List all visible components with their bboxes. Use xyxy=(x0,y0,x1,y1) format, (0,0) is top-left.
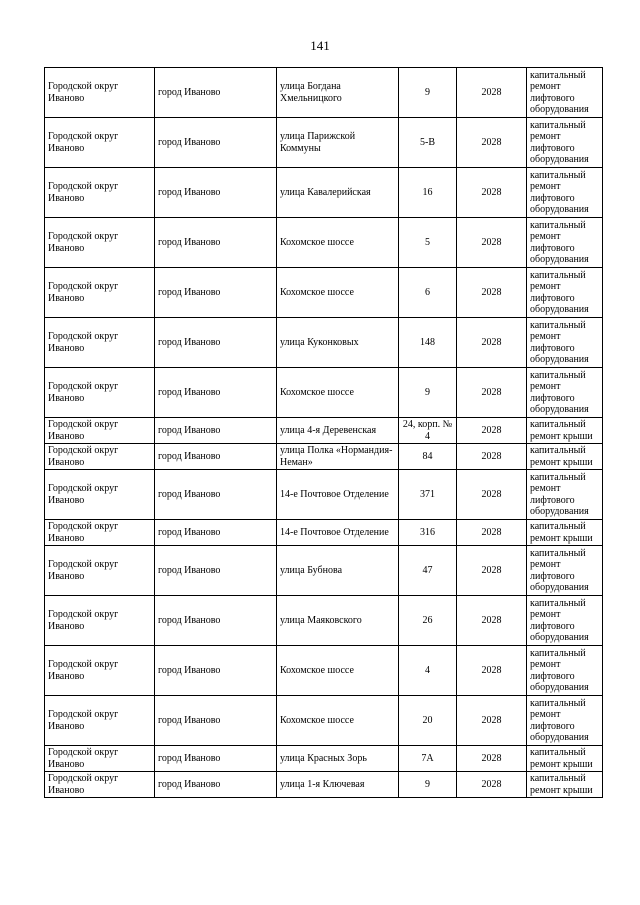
street-cell: 14-е Почтовое Отделение xyxy=(277,470,399,520)
table-row xyxy=(45,268,603,318)
district-cell: Городской округ Иваново xyxy=(45,646,155,696)
work-type-cell: капитальный ремонт лифтового оборудования xyxy=(527,696,603,746)
street-cell: Кохомское шоссе xyxy=(277,218,399,268)
house-number-cell: 5 xyxy=(399,218,457,268)
district-cell: Городской округ Иваново xyxy=(45,520,155,546)
district-cell: Городской округ Иваново xyxy=(45,168,155,218)
house-number-cell: 5-В xyxy=(399,118,457,168)
work-type-cell: капитальный ремонт лифтового оборудования xyxy=(527,470,603,520)
house-number-cell: 9 xyxy=(399,772,457,798)
district-cell: Городской округ Иваново xyxy=(45,218,155,268)
repair-schedule-table xyxy=(44,67,603,798)
city-cell: город Иваново xyxy=(155,68,277,118)
city-cell: город Иваново xyxy=(155,546,277,596)
street-cell: улица Кавалерийская xyxy=(277,168,399,218)
work-type-cell: капитальный ремонт лифтового оборудования xyxy=(527,118,603,168)
work-type-cell: капитальный ремонт крыши xyxy=(527,418,603,444)
district-cell: Городской округ Иваново xyxy=(45,118,155,168)
work-type-cell: капитальный ремонт лифтового оборудования xyxy=(527,546,603,596)
district-cell: Городской округ Иваново xyxy=(45,368,155,418)
table-row xyxy=(45,368,603,418)
city-cell: город Иваново xyxy=(155,696,277,746)
work-type-cell: капитальный ремонт лифтового оборудования xyxy=(527,596,603,646)
house-number-cell: 9 xyxy=(399,368,457,418)
street-cell: улица Богдана Хмельницкого xyxy=(277,68,399,118)
district-cell: Городской округ Иваново xyxy=(45,318,155,368)
year-cell: 2028 xyxy=(457,696,527,746)
table-row xyxy=(45,696,603,746)
house-number-cell: 20 xyxy=(399,696,457,746)
year-cell: 2028 xyxy=(457,418,527,444)
district-cell: Городской округ Иваново xyxy=(45,418,155,444)
table-row xyxy=(45,418,603,444)
house-number-cell: 316 xyxy=(399,520,457,546)
table-body xyxy=(45,68,603,798)
city-cell: город Иваново xyxy=(155,118,277,168)
house-number-cell: 4 xyxy=(399,646,457,696)
table-row xyxy=(45,168,603,218)
house-number-cell: 9 xyxy=(399,68,457,118)
district-cell: Городской округ Иваново xyxy=(45,546,155,596)
year-cell: 2028 xyxy=(457,646,527,696)
work-type-cell: капитальный ремонт крыши xyxy=(527,520,603,546)
house-number-cell: 7А xyxy=(399,746,457,772)
house-number-cell: 6 xyxy=(399,268,457,318)
street-cell: Кохомское шоссе xyxy=(277,696,399,746)
work-type-cell: капитальный ремонт лифтового оборудования xyxy=(527,218,603,268)
street-cell: улица 4-я Деревенская xyxy=(277,418,399,444)
year-cell: 2028 xyxy=(457,68,527,118)
street-cell: 14-е Почтовое Отделение xyxy=(277,520,399,546)
year-cell: 2028 xyxy=(457,218,527,268)
house-number-cell: 148 xyxy=(399,318,457,368)
district-cell: Городской округ Иваново xyxy=(45,268,155,318)
work-type-cell: капитальный ремонт лифтового оборудования xyxy=(527,646,603,696)
street-cell: улица Бубнова xyxy=(277,546,399,596)
table-row xyxy=(45,646,603,696)
table-row xyxy=(45,470,603,520)
year-cell: 2028 xyxy=(457,596,527,646)
table-row xyxy=(45,596,603,646)
city-cell: город Иваново xyxy=(155,268,277,318)
work-type-cell: капитальный ремонт лифтового оборудования xyxy=(527,168,603,218)
year-cell: 2028 xyxy=(457,444,527,470)
table-row xyxy=(45,68,603,118)
district-cell: Городской округ Иваново xyxy=(45,470,155,520)
year-cell: 2028 xyxy=(457,746,527,772)
street-cell: улица Куконковых xyxy=(277,318,399,368)
street-cell: Кохомское шоссе xyxy=(277,268,399,318)
city-cell: город Иваново xyxy=(155,368,277,418)
year-cell: 2028 xyxy=(457,118,527,168)
year-cell: 2028 xyxy=(457,368,527,418)
table-row xyxy=(45,520,603,546)
work-type-cell: капитальный ремонт крыши xyxy=(527,746,603,772)
street-cell: улица Парижской Коммуны xyxy=(277,118,399,168)
house-number-cell: 47 xyxy=(399,546,457,596)
city-cell: город Иваново xyxy=(155,520,277,546)
work-type-cell: капитальный ремонт лифтового оборудования xyxy=(527,68,603,118)
street-cell: улица Красных Зорь xyxy=(277,746,399,772)
district-cell: Городской округ Иваново xyxy=(45,746,155,772)
district-cell: Городской округ Иваново xyxy=(45,772,155,798)
table-row xyxy=(45,546,603,596)
year-cell: 2028 xyxy=(457,546,527,596)
year-cell: 2028 xyxy=(457,772,527,798)
district-cell: Городской округ Иваново xyxy=(45,696,155,746)
city-cell: город Иваново xyxy=(155,646,277,696)
year-cell: 2028 xyxy=(457,470,527,520)
table-row xyxy=(45,218,603,268)
street-cell: улица Полка «Нормандия-Неман» xyxy=(277,444,399,470)
district-cell: Городской округ Иваново xyxy=(45,596,155,646)
work-type-cell: капитальный ремонт лифтового оборудования xyxy=(527,318,603,368)
house-number-cell: 26 xyxy=(399,596,457,646)
city-cell: город Иваново xyxy=(155,772,277,798)
table-row xyxy=(45,118,603,168)
work-type-cell: капитальный ремонт крыши xyxy=(527,772,603,798)
house-number-cell: 84 xyxy=(399,444,457,470)
street-cell: улица 1-я Ключевая xyxy=(277,772,399,798)
house-number-cell: 371 xyxy=(399,470,457,520)
work-type-cell: капитальный ремонт крыши xyxy=(527,444,603,470)
city-cell: город Иваново xyxy=(155,444,277,470)
city-cell: город Иваново xyxy=(155,218,277,268)
house-number-cell: 16 xyxy=(399,168,457,218)
table-row xyxy=(45,318,603,368)
work-type-cell: капитальный ремонт лифтового оборудования xyxy=(527,268,603,318)
table-row xyxy=(45,772,603,798)
year-cell: 2028 xyxy=(457,268,527,318)
district-cell: Городской округ Иваново xyxy=(45,68,155,118)
year-cell: 2028 xyxy=(457,318,527,368)
district-cell: Городской округ Иваново xyxy=(45,444,155,470)
house-number-cell: 24, корп. № 4 xyxy=(399,418,457,444)
table-row xyxy=(45,746,603,772)
page-number: 141 xyxy=(310,38,330,53)
city-cell: город Иваново xyxy=(155,596,277,646)
table-row xyxy=(45,444,603,470)
street-cell: улица Маяковского xyxy=(277,596,399,646)
city-cell: город Иваново xyxy=(155,470,277,520)
street-cell: Кохомское шоссе xyxy=(277,368,399,418)
city-cell: город Иваново xyxy=(155,168,277,218)
work-type-cell: капитальный ремонт лифтового оборудования xyxy=(527,368,603,418)
street-cell: Кохомское шоссе xyxy=(277,646,399,696)
city-cell: город Иваново xyxy=(155,418,277,444)
year-cell: 2028 xyxy=(457,168,527,218)
city-cell: город Иваново xyxy=(155,746,277,772)
city-cell: город Иваново xyxy=(155,318,277,368)
year-cell: 2028 xyxy=(457,520,527,546)
